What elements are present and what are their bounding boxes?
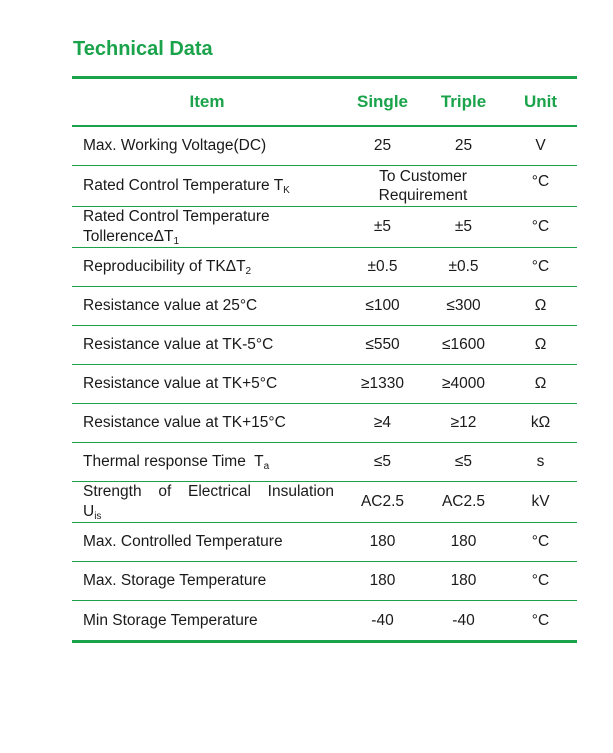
single-value: ≤100 [365,297,400,314]
single-value: ≤5 [373,453,392,470]
triple-value: -40 [452,611,475,629]
table-row [72,365,577,404]
unit-value: Ω [534,375,547,392]
item-text: Reproducibility of TKΔT [83,258,246,275]
unit-value: Ω [534,336,547,353]
triple-value: ≤300 [446,297,481,314]
page-title: Technical Data [73,38,213,60]
item-label: Resistance value at TK+5°C [83,375,278,392]
table-row [72,207,577,248]
triple-value: 180 [450,572,477,589]
item-text-2: U [83,503,95,520]
unit-value: °C [531,218,550,235]
item-text-line2 [83,227,342,247]
triple-value: 180 [450,533,477,550]
header-item: Item [189,92,225,111]
table-row [72,601,577,640]
item-text: Rated Control Temperature T [83,177,284,194]
single-value: AC2.5 [360,493,405,510]
single-value: ≥4 [373,414,392,431]
unit-value: °C [531,258,550,275]
triple-value: ≥4000 [442,375,485,392]
item-subscript: is [94,511,102,522]
single-value: 180 [369,572,396,589]
item-text: Thermal response Time T [83,453,264,470]
single-value: 180 [369,533,396,550]
unit-value: °C [531,611,550,629]
triple-value: 25 [454,137,473,154]
item-text-line2 [83,502,342,522]
table-row [72,443,577,482]
table-row [72,482,577,523]
item-label: Max. Storage Temperature [83,572,267,589]
item-subscript: 1 [173,236,180,247]
triple-value: ≥12 [450,414,477,431]
item-label: Max. Controlled Temperature [83,533,283,550]
unit-value: kΩ [530,414,551,431]
table-row [72,523,577,562]
unit-value: kV [531,493,550,510]
single-value: ≤550 [365,336,400,353]
table-row [72,287,577,326]
item-text-2: TollerenceΔT [83,228,174,245]
single-value: ≥1330 [361,375,404,392]
item-label [72,453,342,471]
triple-value: ±0.5 [448,258,479,275]
triple-value: ≤5 [454,453,473,470]
table-row [72,248,577,287]
table-row [72,166,577,207]
unit-value: °C [531,572,550,589]
item-label: Resistance value at TK+15°C [83,414,286,431]
header-unit: Unit [523,92,558,111]
triple-value: ±5 [454,218,473,235]
table-row [72,326,577,365]
table-header-row [72,79,577,127]
unit-value: °C [531,173,550,190]
item-subscript: a [263,461,270,472]
triple-value: AC2.5 [441,493,486,510]
unit-value: V [535,137,546,154]
header-single: Single [356,92,408,111]
single-value: -40 [371,611,394,629]
table-row [72,562,577,601]
item-label: Min Storage Temperature [83,611,258,629]
item-text: Strength of Electrical Insulation [83,483,334,500]
item-label [72,207,342,247]
single-value: ±5 [373,218,392,235]
unit-value: s [536,453,545,470]
unit-value: Ω [534,297,547,314]
item-label: Resistance value at TK-5°C [83,336,274,353]
single-value: ±0.5 [367,258,398,275]
item-label: Resistance value at 25°C [83,297,258,314]
item-subscript: 2 [245,266,252,277]
item-subscript: K [283,185,290,196]
item-label [72,177,342,195]
table-row [72,404,577,443]
item-label [72,258,342,276]
single-value: 25 [373,137,392,154]
item-label: Max. Working Voltage(DC) [83,137,267,154]
technical-data-table [72,76,577,643]
header-triple: Triple [440,92,487,111]
unit-value: °C [531,533,550,550]
item-text: Rated Control Temperature [83,208,270,225]
item-label [72,482,342,522]
spanned-value: To Customer Requirement [378,168,468,204]
triple-value: ≤1600 [442,336,485,353]
table-row [72,127,577,166]
